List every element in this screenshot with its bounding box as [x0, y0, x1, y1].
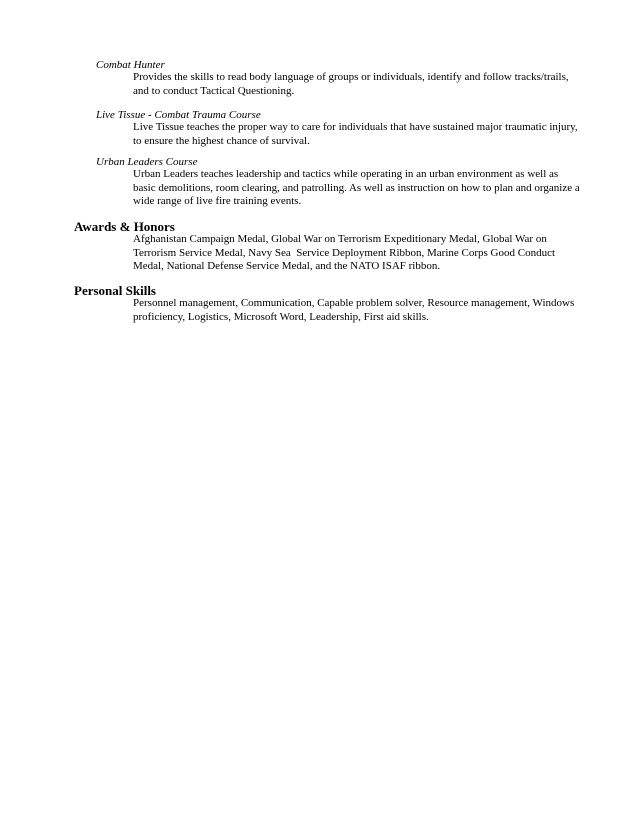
- course-description-urban-leaders: Urban Leaders teaches leadership and tactics while operating in an urban environment as well as basic demolitions, room clearing, and patrolling. As well as instruction on how to plan and organize a wide range of live fire training events.: [133, 168, 580, 207]
- skills-heading: Personal Skills: [74, 283, 156, 298]
- awards-heading: Awards & Honors: [74, 219, 175, 234]
- course-title-combat-hunter: Combat Hunter: [96, 59, 165, 71]
- skills-text: Personnel management, Communication, Capable problem solver, Resource management, Windows proficiency, Logistics, Microsoft Word, Leadership, First aid skills.: [133, 297, 575, 323]
- course-title-urban-leaders: Urban Leaders Course: [96, 156, 198, 168]
- course-title-live-tissue: Live Tissue - Combat Trauma Course: [96, 109, 261, 121]
- course-description-live-tissue: Live Tissue teaches the proper way to care for individuals that have sustained major traumatic injury, to ensure the highest chance of survival.: [133, 121, 578, 147]
- course-description-combat-hunter: Provides the skills to read body language of groups or individuals, identify and follow tracks/trails, and to conduct Tactical Questioning.: [133, 71, 569, 97]
- awards-text: Afghanistan Campaign Medal, Global War on Terrorism Expeditionary Medal, Global War on Terrorism Service Medal, Navy Sea Service Deployment Ribbon, Marine Corps Good Conduct Medal, National Defense Service Medal, and the NATO ISAF ribbon.: [133, 233, 558, 272]
